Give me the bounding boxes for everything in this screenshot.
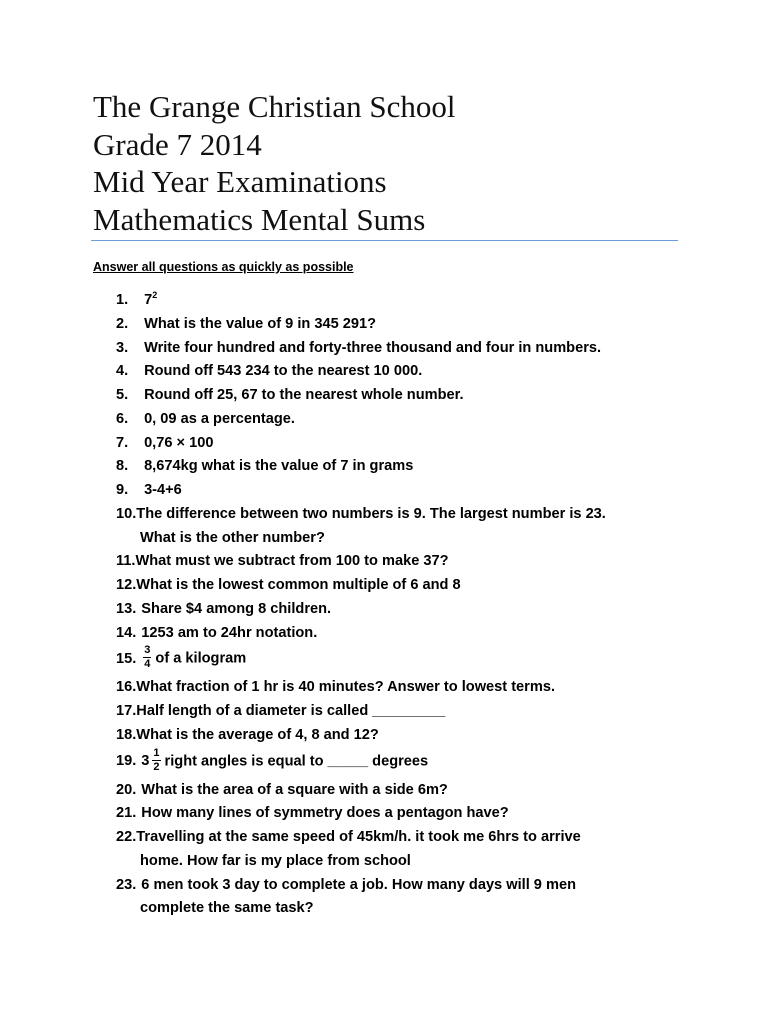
question-number: 2. xyxy=(116,315,129,332)
question-text: What is the area of a square with a side 6m? xyxy=(141,781,448,798)
question-20 xyxy=(116,779,676,803)
question-number: 1. xyxy=(116,292,129,308)
question-number: 6. xyxy=(116,410,129,427)
fraction-denominator: 2 xyxy=(153,760,160,773)
title-line-school: The Grange Christian School xyxy=(93,89,456,124)
instruction-text: Answer all questions as quickly as possible xyxy=(93,260,354,274)
question-number: 15. xyxy=(116,650,137,667)
question-number: 13. xyxy=(116,600,137,617)
question-5 xyxy=(116,384,676,408)
question-text: Share $4 among 8 children. xyxy=(141,600,332,617)
question-number: 9. xyxy=(116,482,129,498)
question-text-continued: home. How far is my place from school xyxy=(140,852,411,869)
fraction-denominator: 4 xyxy=(144,658,151,671)
question-text: What is the average of 4, 8 and 12? xyxy=(136,726,379,743)
question-number: 21. xyxy=(116,805,137,822)
question-number: 10. xyxy=(116,505,137,522)
question-10 xyxy=(116,503,676,551)
question-list xyxy=(116,289,676,921)
question-13 xyxy=(116,598,676,622)
question-number: 18. xyxy=(116,726,137,743)
question-22 xyxy=(116,826,676,874)
question-text: What fraction of 1 hr is 40 minutes? Answer to lowest terms. xyxy=(136,679,555,696)
question-text: 0, 09 as a percentage. xyxy=(144,410,295,427)
question-1 xyxy=(116,289,676,313)
question-number: 14. xyxy=(116,624,137,641)
title-divider xyxy=(91,240,678,241)
fraction-numerator: 1 xyxy=(153,746,160,759)
document-title xyxy=(93,88,455,238)
question-number: 3. xyxy=(116,339,129,356)
question-17 xyxy=(116,700,676,724)
question-15 xyxy=(116,645,676,676)
question-number: 23. xyxy=(116,876,137,893)
question-number: 8. xyxy=(116,458,129,475)
question-base: 7 xyxy=(144,292,153,308)
title-line-grade: Grade 7 2014 xyxy=(93,126,262,162)
question-number: 4. xyxy=(116,363,129,380)
question-text: Half length of a diameter is called _________ xyxy=(136,703,446,719)
question-exponent: 2 xyxy=(152,290,158,300)
question-4 xyxy=(116,360,676,384)
question-text: What is the lowest common multiple of 6 and 8 xyxy=(136,577,461,593)
question-text: Round off 543 234 to the nearest 10 000. xyxy=(144,363,423,380)
question-9 xyxy=(116,479,676,503)
question-2 xyxy=(116,313,676,337)
question-number: 22. xyxy=(116,829,137,845)
question-text: The difference between two numbers is 9. The largest number is 23. xyxy=(136,505,606,522)
question-number: 11. xyxy=(116,553,136,570)
question-21 xyxy=(116,802,676,826)
question-text: 1253 am to 24hr notation. xyxy=(141,624,318,641)
fraction xyxy=(143,644,151,671)
question-text: 6 men took 3 day to complete a job. How many days will 9 men xyxy=(141,876,576,893)
question-number: 5. xyxy=(116,387,129,403)
question-19 xyxy=(116,748,676,779)
question-18 xyxy=(116,724,676,748)
question-3 xyxy=(116,337,676,361)
question-text-continued: What is the other number? xyxy=(140,529,325,546)
mixed-number-whole: 3 xyxy=(141,752,150,769)
question-text: Travelling at the same speed of 45km/h. it took me 6hrs to arrive xyxy=(136,829,581,845)
question-number: 19. xyxy=(116,752,137,769)
question-text: What must we subtract from 100 to make 37? xyxy=(135,553,449,570)
question-number: 16. xyxy=(116,679,137,696)
question-text-continued: complete the same task? xyxy=(140,900,314,917)
question-text: 8,674kg what is the value of 7 in grams xyxy=(144,458,414,475)
question-text: How many lines of symmetry does a pentagon have? xyxy=(141,805,509,822)
question-text: of a kilogram xyxy=(155,650,247,667)
question-23 xyxy=(116,874,676,922)
fraction-numerator: 3 xyxy=(144,644,151,657)
question-text: Write four hundred and forty-three thousand and four in numbers. xyxy=(144,339,602,356)
question-number: 20. xyxy=(116,781,137,798)
title-line-exam: Mid Year Examinations xyxy=(93,164,387,199)
question-number: 12. xyxy=(116,577,137,593)
question-6 xyxy=(116,408,676,432)
question-11 xyxy=(116,550,676,574)
fraction xyxy=(152,747,160,774)
question-14 xyxy=(116,622,676,646)
question-16 xyxy=(116,676,676,700)
question-text: right angles is equal to _____ degrees xyxy=(164,752,429,769)
question-text: Round off 25, 67 to the nearest whole number. xyxy=(144,387,464,403)
question-number: 17. xyxy=(116,703,137,719)
question-8 xyxy=(116,455,676,479)
question-number: 7. xyxy=(116,434,129,451)
question-text: 3-4+6 xyxy=(144,482,182,498)
title-line-subject: Mathematics Mental Sums xyxy=(93,201,426,237)
question-7 xyxy=(116,432,676,456)
question-text: 0,76 × 100 xyxy=(144,434,214,451)
question-12 xyxy=(116,574,676,598)
question-text: What is the value of 9 in 345 291? xyxy=(144,315,377,332)
